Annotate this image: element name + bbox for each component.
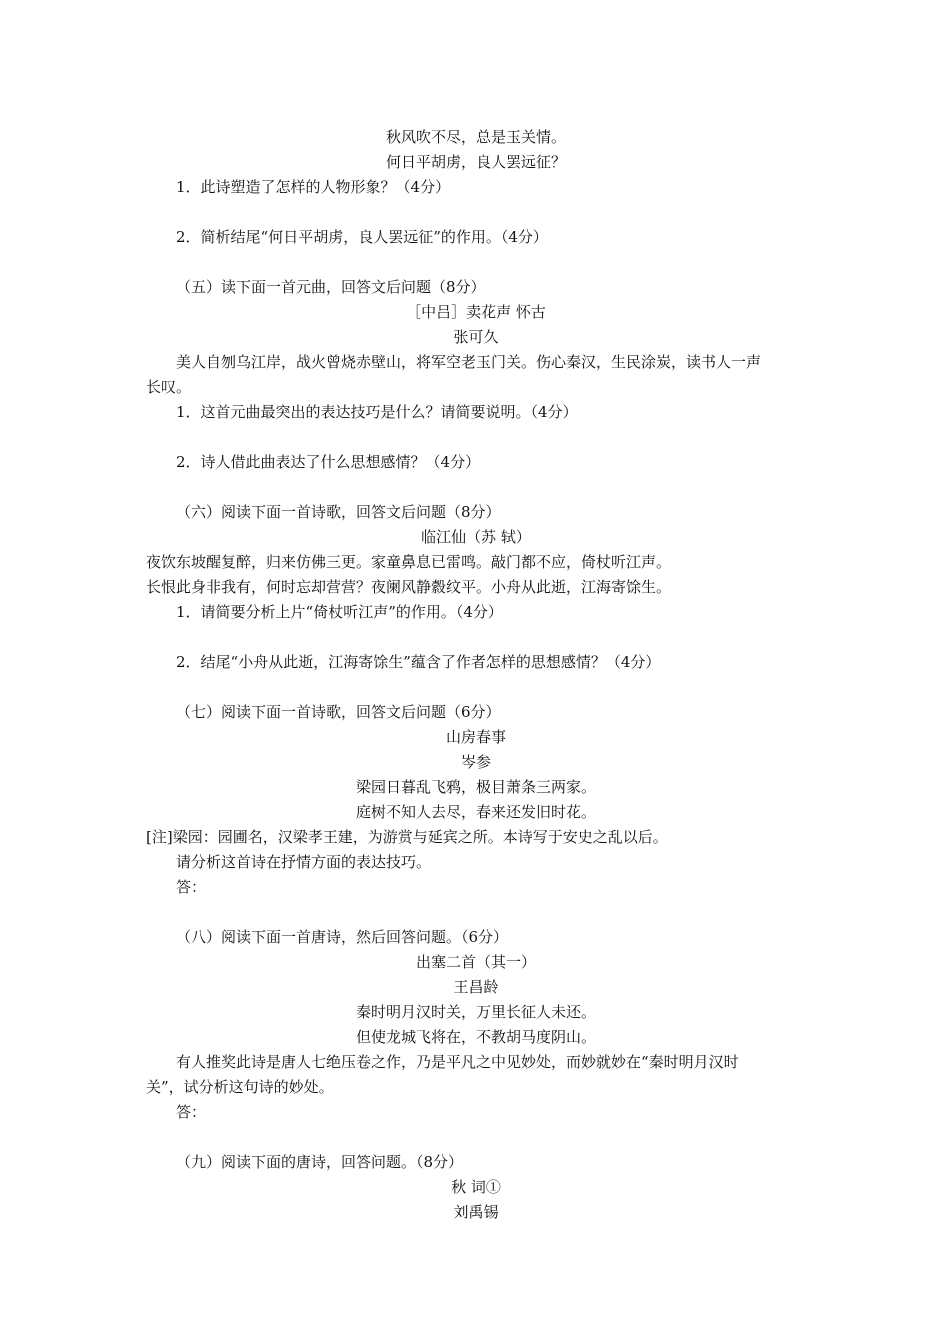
- poem-author: 张可久: [453, 328, 499, 346]
- question-2: 2．简析结尾“何日平胡虏，良人罢远征”的作用。（4分）: [176, 228, 548, 246]
- poem-text: 美人自刎乌江岸，战火曾烧赤壁山，将军空老玉门关。伤心秦汉，生民涂炭，读书人一声: [176, 353, 762, 371]
- annotation-note: [注]梁园：园圃名，汉梁孝王建，为游赏与延宾之所。本诗写于安史之乱以后。: [146, 828, 668, 846]
- section-heading-9: （九）阅读下面的唐诗，回答问题。（8分）: [176, 1153, 464, 1171]
- question: 请分析这首诗在抒情方面的表达技巧。: [176, 853, 432, 871]
- answer-label: 答：: [176, 878, 207, 896]
- poem-author: 岑参: [460, 753, 491, 771]
- question-1: 1．请简要分析上片“倚杖听江声”的作用。（4分）: [176, 603, 503, 621]
- section-heading-6: （六）阅读下面一首诗歌，回答文后问题（8分）: [176, 503, 501, 521]
- poem-line: 秋风吹不尽，总是玉关情。: [385, 128, 566, 146]
- poem-line: 梁园日暮乱飞鸦，极目萧条三两家。: [355, 778, 596, 796]
- poem-line: 秦时明月汉时关，万里长征人未还。: [355, 1003, 596, 1021]
- question: 有人推奖此诗是唐人七绝压卷之作，乃是平凡之中见妙处，而妙就妙在“秦时明月汉时: [176, 1053, 739, 1071]
- question-2: 2．诗人借此曲表达了什么思想感情？（4分）: [176, 453, 481, 471]
- question-2: 2．结尾“小舟从此逝，江海寄馀生”蕴含了作者怎样的思想感情？（4分）: [176, 653, 661, 671]
- poem-line: 但使龙城飞将在，不教胡马度阴山。: [355, 1028, 596, 1046]
- poem-title: ［中吕］卖花声 怀古: [406, 303, 546, 321]
- section-heading-7: （七）阅读下面一首诗歌，回答文后问题（6分）: [176, 703, 501, 721]
- poem-text: 夜饮东坡醒复醉，归来仿佛三更。家童鼻息已雷鸣。敲门都不应，倚杖听江声。: [146, 553, 672, 571]
- poem-author: 刘禹锡: [453, 1203, 499, 1221]
- poem-author: 王昌龄: [453, 978, 499, 996]
- poem-text: 长叹。: [146, 378, 192, 396]
- poem-title: 山房春事: [445, 728, 506, 746]
- section-heading-8: （八）阅读下面一首唐诗，然后回答问题。（6分）: [176, 928, 509, 946]
- poem-text: 长恨此身非我有，何时忘却营营？夜阑风静縠纹平。小舟从此逝，江海寄馀生。: [146, 578, 672, 596]
- poem-title: 临江仙（苏 轼）: [421, 528, 531, 546]
- answer-label: 答：: [176, 1103, 207, 1121]
- question-1: 1．这首元曲最突出的表达技巧是什么？请简要说明。（4分）: [176, 403, 578, 421]
- question: 关”，试分析这句诗的妙处。: [146, 1078, 334, 1096]
- question-1: 1．此诗塑造了怎样的人物形象？（4分）: [176, 178, 451, 196]
- poem-title: 出塞二首（其一）: [415, 953, 536, 971]
- poem-line: 庭树不知人去尽，春来还发旧时花。: [355, 803, 596, 821]
- section-heading-5: （五）读下面一首元曲，回答文后问题（8分）: [176, 278, 486, 296]
- poem-line: 何日平胡虏，良人罢远征？: [385, 153, 566, 171]
- poem-title: 秋 词①: [451, 1178, 501, 1196]
